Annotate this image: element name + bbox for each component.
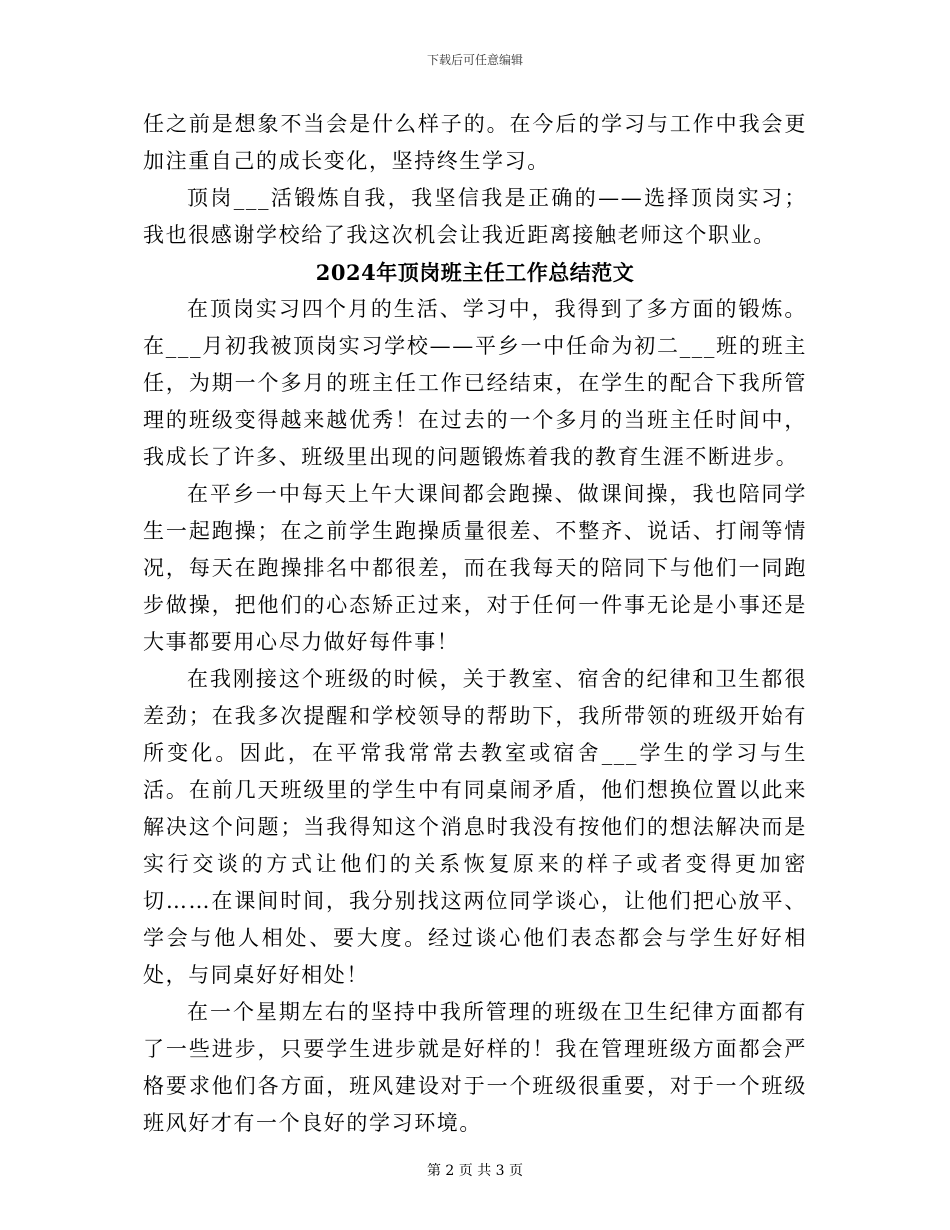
section-paragraph-2: 在平乡一中每天上午大课间都会跑操、做课间操，我也陪同学生一起跑操；在之前学生跑操质量很差、不整齐、说话、打闹等情况，每天在跑操排名中都很差，而在我每天的陪同下与他们一同跑步做操，把他们的心态矫正过来，对于任何一件事无论是小事还是大事都要用心尽力做好每件事！: [143, 482, 807, 654]
section-paragraph-1: 在顶岗实习四个月的生活、学习中，我得到了多方面的锻炼。在___月初我被顶岗实习学校——平乡一中任命为初二___班的班主任，为期一个多月的班主任工作已经结束，在学生的配合下我所管理的班级变得越来越优秀！在过去的一个多月的当班主任时间中，我成长了许多、班级里出现的问题锻炼着我的教育生涯不断进步。: [143, 297, 807, 469]
paragraph-closing: 顶岗___活锻炼自我，我坚信我是正确的——选择顶岗实习；我也很感谢学校给了我这次机会让我近距离接触老师这个职业。: [143, 186, 807, 247]
section-title: 2024年顶岗班主任工作总结范文: [315, 260, 635, 285]
paragraph-continued: 任之前是想象不当会是什么样子的。在今后的学习与工作中我会更加注重自己的成长变化，坚持终生学习。: [143, 112, 807, 173]
section-paragraph-3: 在我刚接这个班级的时候，关于教室、宿舍的纪律和卫生都很差劲；在我多次提醒和学校领导的帮助下，我所带领的班级开始有所变化。因此，在平常我常常去教室或宿舍___学生的学习与生活。在前几天班级里的学生中有同桌闹矛盾，他们想换位置以此来解决这个问题；当我得知这个消息时我没有按他们的想法解决而是实行交谈的方式让他们的关系恢复原来的样子或者变得更加密切……在课间时间，我分别找这两位同学谈心，让他们把心放平、学会与他人相处、要大度。经过谈心他们表态都会与学生好好相处，与同桌好好相处！: [143, 667, 807, 987]
document-body: [143, 106, 807, 1142]
section-paragraph-4: 在一个星期左右的坚持中我所管理的班级在卫生纪律方面都有了一些进步，只要学生进步就是好样的！我在管理班级方面都会严格要求他们各方面，班风建设对于一个班级很重要，对于一个班级班风好才有一个良好的学习环境。: [143, 1000, 807, 1135]
page-number: 第 2 页 共 3 页: [426, 1163, 524, 1179]
page-header-note: 下载后可任意编辑: [426, 53, 523, 67]
